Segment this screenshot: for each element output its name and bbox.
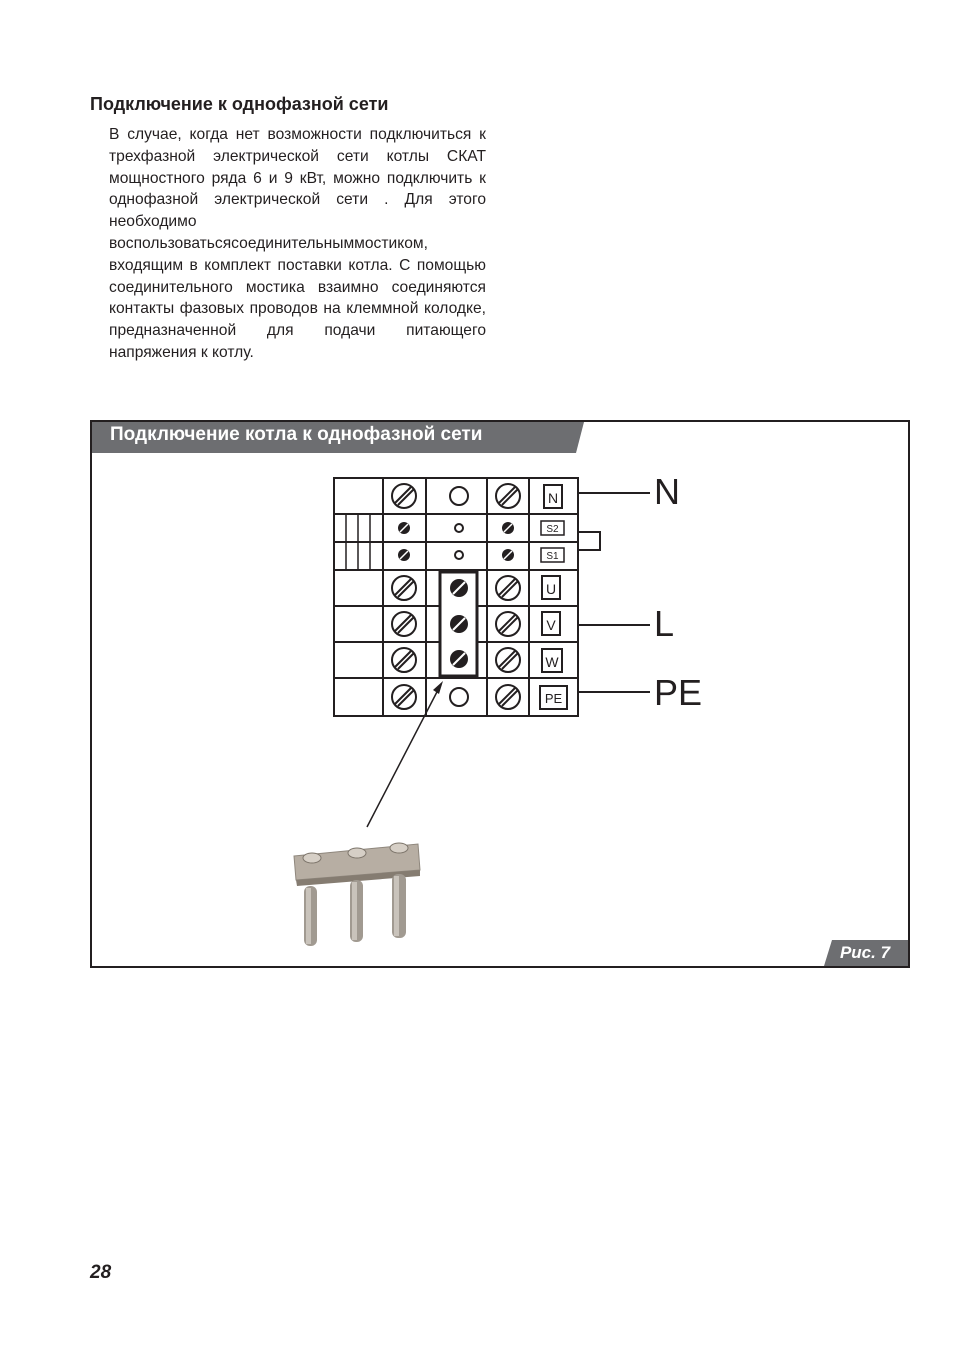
hole-icon [450,688,468,706]
label-boxes [540,485,567,709]
small-screw-icon [398,522,410,534]
small-screw-icon [502,522,514,534]
terminal-label-w: W [545,654,559,670]
bridge-screw-icon [450,650,468,668]
figure-panel [90,420,910,968]
s-jumper-bracket [578,532,600,550]
bridge-screws [450,579,468,668]
screw-icon [392,576,416,600]
hole-icon [455,524,463,532]
terminal-label-pe: PE [544,691,563,706]
bridge-connector-illustration [294,843,420,946]
output-label-pe: PE [654,672,703,713]
arrow-head-icon [433,681,443,694]
small-screw-icon [502,549,514,561]
figure-label: Рис. 7 [839,943,891,962]
screw-icon [496,648,520,672]
terminal-block-diagram [92,422,908,966]
bridge-screw-icon [450,615,468,633]
bridge-screw-icon [450,579,468,597]
screw-icon [496,484,520,508]
hole-icon [450,487,468,505]
hole-icon [455,551,463,559]
screw-icon [392,685,416,709]
output-label-n: N [654,471,680,512]
screw-icon [496,576,520,600]
small-screw-icon [398,549,410,561]
figure-title: Подключение котла к однофазной сети [110,424,483,445]
output-label-l: L [654,603,675,644]
screw-icon [392,484,416,508]
screw-icon [496,612,520,636]
section-paragraph: В случае, когда нет возможности подключиться к трехфазной электрической сети котлы СКАТ мощностного ряда 6 и 9 кВт, можно подключить к однофазной электрической сети . Для этого необходимо воспользоватьсясоединительныммостиком, входящим в комплект поставки котла. С помощью соединительного мостика взаимно соединяются контакты фазовых проводов на клеммной колодке, предназначенной для подачи питающего напряжения к котлу. [109,126,486,361]
terminal-label-s1: S1 [546,551,559,562]
section-heading: Подключение к однофазной сети [90,94,389,114]
screw-icon [392,612,416,636]
terminal-label-v: V [546,617,556,633]
page-number: 28 [90,1262,112,1283]
terminal-label-n: N [547,490,559,506]
terminal-label-u: U [545,581,557,597]
screw-icon [392,648,416,672]
screw-icon [496,685,520,709]
terminal-label-s2: S2 [546,524,559,535]
